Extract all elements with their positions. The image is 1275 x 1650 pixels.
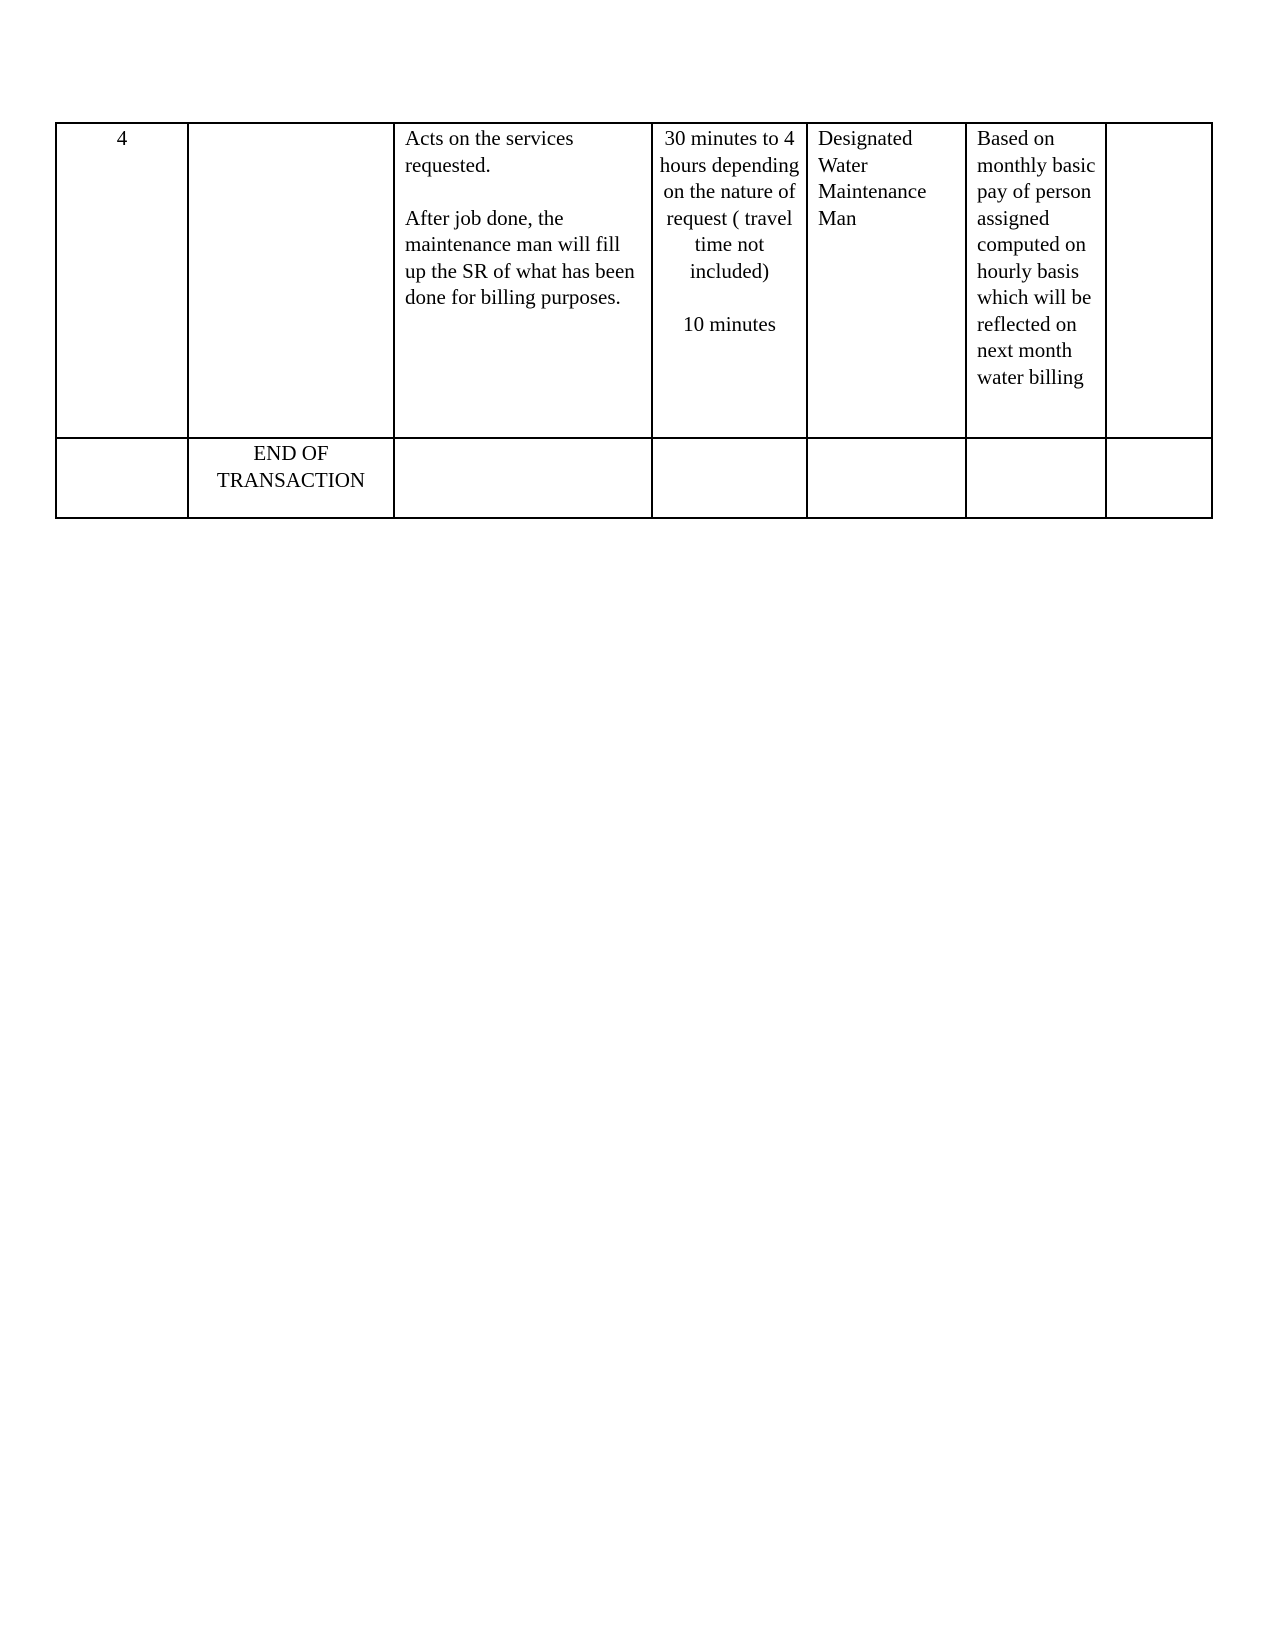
fees-cell: Based on monthly basic pay of person assigned computed on hourly basis which will be reflected on next month water billing [966, 123, 1106, 438]
agency-action-text-1: Acts on the services requested. [405, 126, 574, 177]
processing-time-text-2: 10 minutes [683, 311, 776, 336]
procedure-table [55, 122, 1213, 519]
processing-time-text-1: 30 minutes to 4 hours depending on the nature of request ( travel time not included) [659, 126, 800, 283]
forms-cell [1106, 438, 1212, 518]
forms-cell [1106, 123, 1212, 438]
client-steps-cell [188, 123, 394, 438]
fees-cell [966, 438, 1106, 518]
step-number-cell: 4 [56, 123, 188, 438]
end-of-transaction-cell: END OF TRANSACTION [188, 438, 394, 518]
agency-action-text-2: After job done, the maintenance man will fill up the SR of what has been done for billing purposes. [405, 205, 635, 309]
person-responsible-cell: Designated Water Maintenance Man [807, 123, 966, 438]
table-row [56, 438, 1212, 518]
agency-action-cell [394, 438, 652, 518]
processing-time-cell [652, 438, 807, 518]
person-responsible-cell [807, 438, 966, 518]
step-number-cell [56, 438, 188, 518]
processing-time-cell [652, 123, 807, 438]
table-row [56, 123, 1212, 438]
agency-action-cell [394, 123, 652, 438]
